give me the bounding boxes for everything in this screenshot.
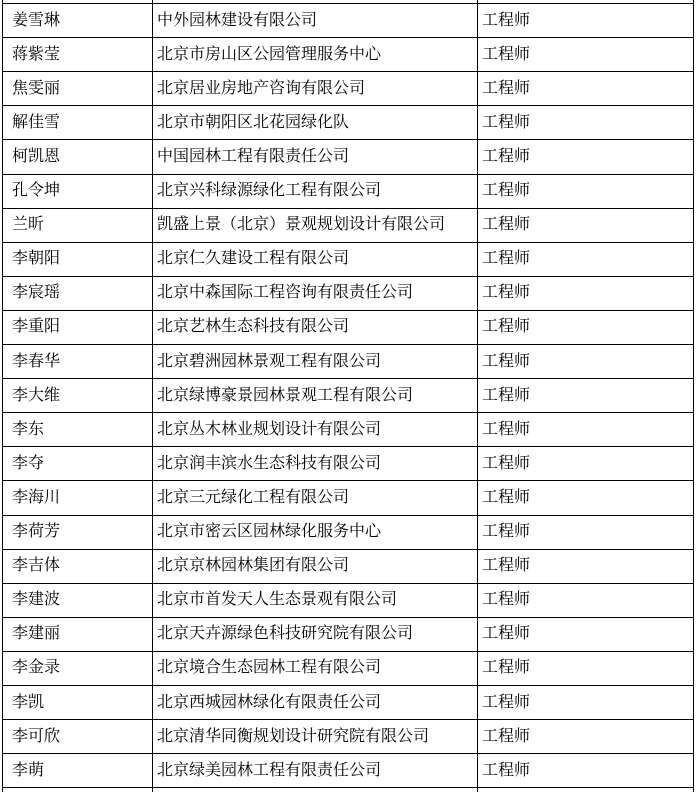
title-cell: 工程师 — [478, 549, 694, 583]
table-row — [3, 345, 694, 379]
company-cell: 北京天卉源绿色科技研究院有限公司 — [153, 617, 478, 651]
title-cell: 工程师 — [478, 685, 694, 719]
name-cell: 李大维 — [3, 379, 153, 413]
table-row — [3, 447, 694, 481]
company-cell: 凯盛上景（北京）景观规划设计有限公司 — [153, 208, 478, 242]
name-cell: 李凯 — [3, 685, 153, 719]
table-row — [3, 651, 694, 685]
title-cell: 工程师 — [478, 345, 694, 379]
name-cell: 柯凯恩 — [3, 140, 153, 174]
name-cell: 李可欣 — [3, 720, 153, 754]
name-cell: 李春华 — [3, 345, 153, 379]
company-cell: 北京居业房地产咨询有限公司 — [153, 72, 478, 106]
name-cell: 李吉体 — [3, 549, 153, 583]
name-cell: 李夺 — [3, 447, 153, 481]
table-row — [3, 310, 694, 344]
name-cell: 李萌 — [3, 754, 153, 788]
name-cell: 李重阳 — [3, 310, 153, 344]
title-cell: 工程师 — [478, 4, 694, 38]
title-cell: 工程师 — [478, 174, 694, 208]
title-cell: 工程师 — [478, 651, 694, 685]
company-cell: 北京京林园林集团有限公司 — [153, 549, 478, 583]
name-cell: 兰昕 — [3, 208, 153, 242]
name-cell: 焦雯丽 — [3, 72, 153, 106]
name-cell: 李宸瑶 — [3, 276, 153, 310]
table-row — [3, 617, 694, 651]
company-cell: 北京绿博豪景园林景观工程有限公司 — [153, 379, 478, 413]
name-cell: 李海川 — [3, 481, 153, 515]
table-row — [3, 208, 694, 242]
company-cell: 北京清华同衡规划设计研究院有限公司 — [153, 720, 478, 754]
company-cell — [153, 788, 478, 792]
company-cell: 中国园林工程有限责任公司 — [153, 140, 478, 174]
company-cell: 北京境合生态园林工程有限公司 — [153, 651, 478, 685]
title-cell: 工程师 — [478, 208, 694, 242]
table-row-partial-bottom — [3, 788, 694, 792]
title-cell: 工程师 — [478, 106, 694, 140]
name-cell: 李荷芳 — [3, 515, 153, 549]
name-cell: 李建波 — [3, 583, 153, 617]
table-row — [3, 106, 694, 140]
table-row — [3, 413, 694, 447]
table-row — [3, 174, 694, 208]
table-row — [3, 379, 694, 413]
company-cell: 中外园林建设有限公司 — [153, 4, 478, 38]
personnel-roster-table — [2, 0, 694, 792]
title-cell: 工程师 — [478, 515, 694, 549]
title-cell — [478, 788, 694, 792]
company-cell: 北京三元绿化工程有限公司 — [153, 481, 478, 515]
name-cell: 孔令坤 — [3, 174, 153, 208]
title-cell: 工程师 — [478, 754, 694, 788]
table-row — [3, 38, 694, 72]
company-cell: 北京兴科绿源绿化工程有限公司 — [153, 174, 478, 208]
table-row — [3, 583, 694, 617]
table-row — [3, 4, 694, 38]
company-cell: 北京润丰滨水生态科技有限公司 — [153, 447, 478, 481]
title-cell: 工程师 — [478, 617, 694, 651]
company-cell: 北京绿美园林工程有限责任公司 — [153, 754, 478, 788]
table-row — [3, 140, 694, 174]
name-cell: 李东 — [3, 413, 153, 447]
table-row — [3, 276, 694, 310]
name-cell: 蒋紫莹 — [3, 38, 153, 72]
title-cell: 工程师 — [478, 276, 694, 310]
table-row — [3, 515, 694, 549]
title-cell: 工程师 — [478, 481, 694, 515]
title-cell: 工程师 — [478, 72, 694, 106]
name-cell — [3, 788, 153, 792]
company-cell: 北京中森国际工程咨询有限责任公司 — [153, 276, 478, 310]
title-cell: 工程师 — [478, 720, 694, 754]
company-cell: 北京市首发天人生态景观有限公司 — [153, 583, 478, 617]
company-cell: 北京市密云区园林绿化服务中心 — [153, 515, 478, 549]
name-cell: 解佳雪 — [3, 106, 153, 140]
title-cell: 工程师 — [478, 583, 694, 617]
company-cell: 北京市朝阳区北花园绿化队 — [153, 106, 478, 140]
title-cell: 工程师 — [478, 310, 694, 344]
name-cell: 李朝阳 — [3, 242, 153, 276]
company-cell: 北京丛木林业规划设计有限公司 — [153, 413, 478, 447]
table-row — [3, 242, 694, 276]
name-cell: 姜雪琳 — [3, 4, 153, 38]
table-row — [3, 685, 694, 719]
name-cell: 李金录 — [3, 651, 153, 685]
table-row — [3, 481, 694, 515]
table-row — [3, 754, 694, 788]
table-row — [3, 72, 694, 106]
title-cell: 工程师 — [478, 413, 694, 447]
name-cell: 李建丽 — [3, 617, 153, 651]
table-row — [3, 720, 694, 754]
company-cell: 北京碧洲园林景观工程有限公司 — [153, 345, 478, 379]
company-cell: 北京市房山区公园管理服务中心 — [153, 38, 478, 72]
company-cell: 北京仁久建设工程有限公司 — [153, 242, 478, 276]
company-cell: 北京艺林生态科技有限公司 — [153, 310, 478, 344]
title-cell: 工程师 — [478, 140, 694, 174]
personnel-roster-body — [3, 0, 694, 792]
title-cell: 工程师 — [478, 447, 694, 481]
title-cell: 工程师 — [478, 242, 694, 276]
company-cell: 北京西城园林绿化有限责任公司 — [153, 685, 478, 719]
title-cell: 工程师 — [478, 38, 694, 72]
table-row — [3, 549, 694, 583]
title-cell: 工程师 — [478, 379, 694, 413]
